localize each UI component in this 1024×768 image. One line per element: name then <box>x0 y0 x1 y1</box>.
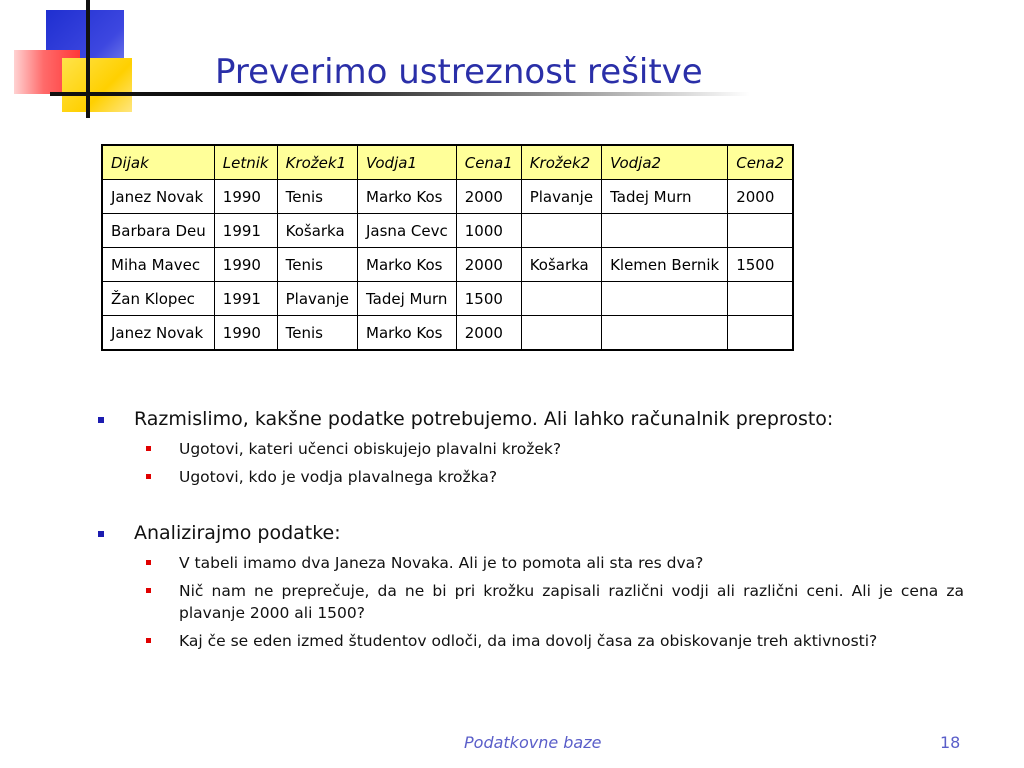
column-header: Cena1 <box>456 145 521 180</box>
page-number: 18 <box>940 733 961 752</box>
footer-title: Podatkovne baze <box>464 733 602 752</box>
column-header: Krožek1 <box>277 145 357 180</box>
table-cell: Marko Kos <box>358 248 457 282</box>
table-row <box>102 214 793 248</box>
decor-horizontal-line <box>50 92 750 96</box>
bullet-item <box>96 406 964 432</box>
table-cell: Janez Novak <box>102 180 214 214</box>
column-header: Letnik <box>214 145 277 180</box>
table-cell: Marko Kos <box>358 180 457 214</box>
square-bullet-icon <box>98 531 104 537</box>
table-cell: 1000 <box>456 214 521 248</box>
table-cell <box>521 316 601 351</box>
table-row <box>102 248 793 282</box>
column-header: Cena2 <box>728 145 793 180</box>
table-row <box>102 180 793 214</box>
bullet-text: Analizirajmo podatke: <box>134 522 341 544</box>
table-cell: 1991 <box>214 282 277 316</box>
square-bullet-icon <box>146 588 151 593</box>
decor-yellow-square <box>62 58 132 112</box>
sub-bullet-text: V tabeli imamo dva Janeza Novaka. Ali je to pomota ali sta res dva? <box>179 554 704 572</box>
square-bullet-icon <box>146 638 151 643</box>
table-cell: Tadej Murn <box>358 282 457 316</box>
column-header: Vodja2 <box>602 145 728 180</box>
sub-bullet-item <box>96 552 964 574</box>
table-cell: Plavanje <box>521 180 601 214</box>
table-cell <box>521 282 601 316</box>
bullet-list <box>96 406 964 658</box>
table-cell: 1990 <box>214 180 277 214</box>
table-cell: 2000 <box>456 316 521 351</box>
table-row <box>102 316 793 351</box>
table-cell: Miha Mavec <box>102 248 214 282</box>
sub-bullet-text: Nič nam ne preprečuje, da ne bi pri krožku zapisali različni vodji ali različni ceni. Ali je cena za plavanje 2000 ali 1500? <box>179 582 964 622</box>
bullet-text: Razmislimo, kakšne podatke potrebujemo. Ali lahko računalnik preprosto: <box>134 408 834 430</box>
sub-bullet-item <box>96 630 964 652</box>
sub-bullet-text: Ugotovi, kateri učenci obiskujejo plavalni krožek? <box>179 440 562 458</box>
table-cell: 1990 <box>214 248 277 282</box>
table-cell: Jasna Cevc <box>358 214 457 248</box>
table-cell <box>602 282 728 316</box>
table-cell: Klemen Bernik <box>602 248 728 282</box>
table-row <box>102 282 793 316</box>
table-cell: Tenis <box>277 180 357 214</box>
table-cell: Tadej Murn <box>602 180 728 214</box>
sub-bullet-item <box>96 580 964 624</box>
sub-bullet-text: Kaj če se eden izmed študentov odloči, da ima dovolj časa za obiskovanje treh aktivnosti? <box>179 632 878 650</box>
sub-bullet-item <box>96 438 964 460</box>
sub-bullet-text: Ugotovi, kdo je vodja plavalnega krožka? <box>179 468 498 486</box>
table-cell: 2000 <box>728 180 793 214</box>
column-header: Dijak <box>102 145 214 180</box>
square-bullet-icon <box>146 560 151 565</box>
table-cell: 2000 <box>456 248 521 282</box>
column-header: Vodja1 <box>358 145 457 180</box>
column-header: Krožek2 <box>521 145 601 180</box>
square-bullet-icon <box>146 446 151 451</box>
sub-bullet-item <box>96 466 964 488</box>
table-cell <box>728 316 793 351</box>
table-cell: 1990 <box>214 316 277 351</box>
table-cell: Janez Novak <box>102 316 214 351</box>
table-cell: Barbara Deu <box>102 214 214 248</box>
square-bullet-icon <box>146 474 151 479</box>
table-cell <box>602 214 728 248</box>
table-cell: 1991 <box>214 214 277 248</box>
table-cell: Žan Klopec <box>102 282 214 316</box>
table-cell: Plavanje <box>277 282 357 316</box>
decor-vertical-line <box>86 0 90 118</box>
table-cell: Marko Kos <box>358 316 457 351</box>
table-header-row <box>102 145 793 180</box>
square-bullet-icon <box>98 417 104 423</box>
table-cell: 1500 <box>728 248 793 282</box>
table-cell <box>602 316 728 351</box>
table-cell <box>728 214 793 248</box>
table-cell: Košarka <box>521 248 601 282</box>
data-table-container <box>101 144 794 351</box>
bullet-item <box>96 520 964 546</box>
data-table <box>101 144 794 351</box>
slide-title: Preverimo ustreznost rešitve <box>215 52 703 92</box>
table-cell: 2000 <box>456 180 521 214</box>
table-cell: Košarka <box>277 214 357 248</box>
table-cell <box>728 282 793 316</box>
table-cell: Tenis <box>277 316 357 351</box>
table-cell: 1500 <box>456 282 521 316</box>
table-cell <box>521 214 601 248</box>
table-cell: Tenis <box>277 248 357 282</box>
